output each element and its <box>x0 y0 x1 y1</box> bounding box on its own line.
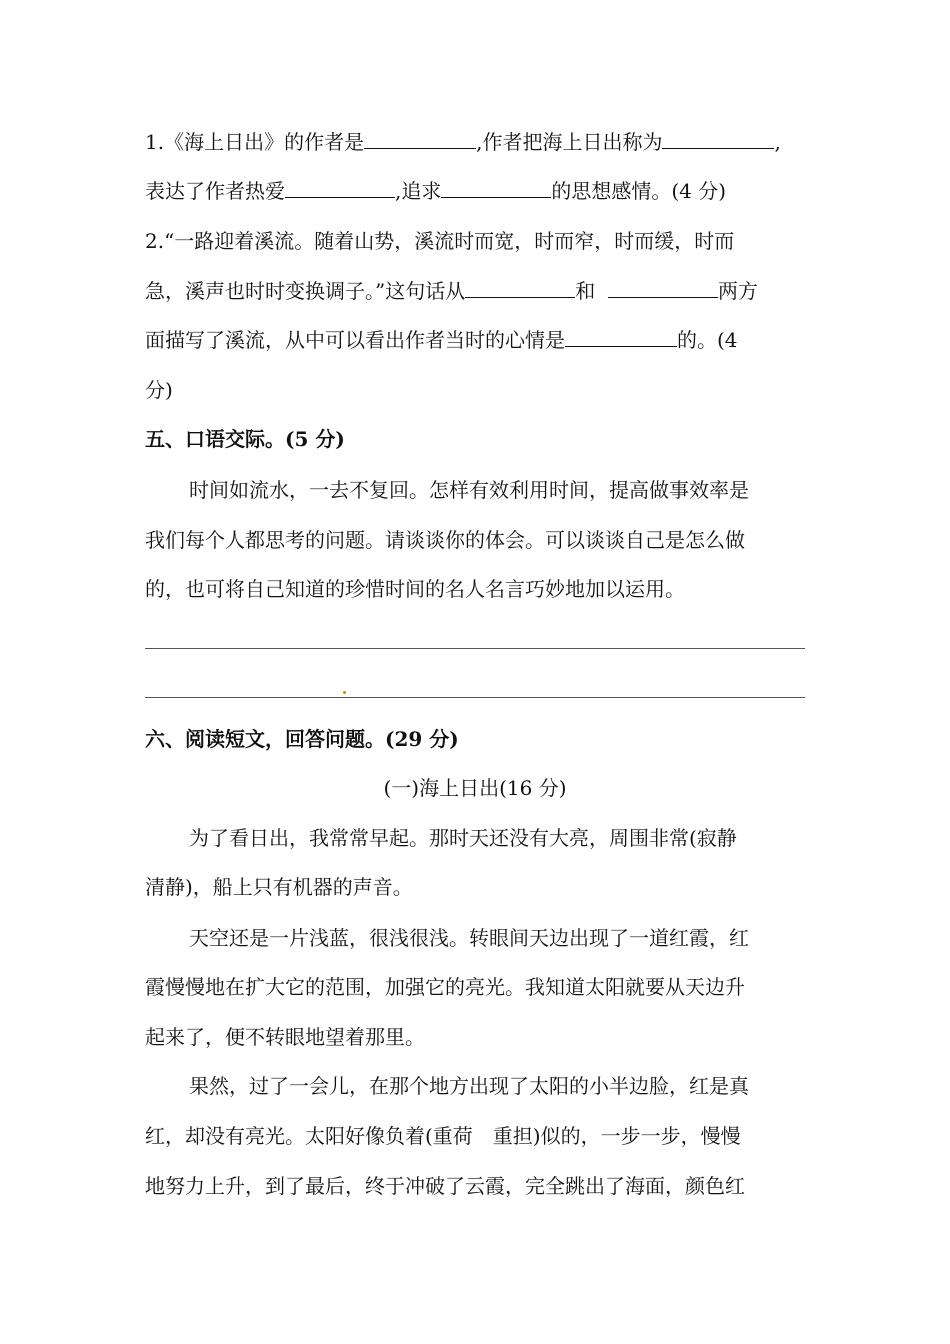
stray-dot <box>343 691 346 694</box>
answer-blank-mood[interactable] <box>565 326 677 347</box>
answer-blank-love[interactable] <box>285 177 395 198</box>
q2-line-2 <box>145 277 758 305</box>
q1-text-c: , <box>774 130 781 154</box>
q1-line-2 <box>145 177 726 205</box>
answer-blank-aspect-2[interactable] <box>608 277 718 298</box>
passage-line-3: 天空还是一片浅蓝，很浅很浅。转眼间天边出现了一道红霞，红 <box>189 926 749 950</box>
passage-line-6: 果然，过了一会儿，在那个地方出现了太阳的小半边脸，红是真 <box>189 1074 749 1098</box>
passage-line-7: 红，却没有亮光。太阳好像负着(重荷 重担)似的，一步一步，慢慢 <box>145 1124 741 1148</box>
section6-heading: 六、阅读短文，回答问题。(29 分) <box>145 727 459 751</box>
q2-line-1: 2.“一路迎着溪流。随着山势，溪流时而宽，时而窄，时而缓，时而 <box>145 229 735 253</box>
section5-para-line-2: 我们每个人都思考的问题。请谈谈你的体会。可以谈谈自己是怎么做 <box>145 528 745 552</box>
passage-line-4: 霞慢慢地在扩大它的范围，加强它的亮光。我知道太阳就要从天边升 <box>145 975 745 999</box>
q2-text-e: 面描写了溪流，从中可以看出作者当时的心情是 <box>145 328 565 352</box>
passage-line-5: 起来了，便不转眼地望着那里。 <box>145 1025 425 1049</box>
q2-line-4: 分) <box>145 378 173 402</box>
answer-line-2[interactable] <box>145 697 805 698</box>
q1-text-d: 表达了作者热爱 <box>145 179 285 203</box>
answer-blank-title[interactable] <box>662 128 774 149</box>
answer-blank-author[interactable] <box>364 128 476 149</box>
q2-text-d: 两方 <box>717 279 758 303</box>
passage-line-2: 清静)，船上只有机器的声音。 <box>145 875 413 899</box>
passage-line-1: 为了看日出，我常常早起。那时天还没有大亮，周围非常(寂静 <box>189 826 737 850</box>
q1-text-e: ,追求 <box>395 179 442 203</box>
q1-text-a: 1.《海上日出》的作者是 <box>145 130 365 154</box>
answer-blank-pursue[interactable] <box>441 177 551 198</box>
passage-line-8: 地努力上升，到了最后，终于冲破了云霞，完全跳出了海面，颜色红 <box>145 1174 745 1198</box>
section5-para-line-3: 的，也可将自己知道的珍惜时间的名人名言巧妙地加以运用。 <box>145 577 685 601</box>
q1-text-f: 的思想感情。(4 分) <box>551 179 727 203</box>
q1-line-1 <box>145 128 781 156</box>
q1-text-b: ,作者把海上日出称为 <box>476 130 663 154</box>
answer-line-1[interactable] <box>145 648 805 649</box>
q2-text-f: 的。(4 <box>677 328 738 352</box>
q2-line-3 <box>145 326 738 354</box>
section5-para-line-1: 时间如流水，一去不复回。怎样有效利用时间，提高做事效率是 <box>189 478 749 502</box>
section5-heading: 五、口语交际。(5 分) <box>145 427 345 451</box>
answer-blank-aspect-1[interactable] <box>465 277 575 298</box>
q2-text-c: 和 <box>575 279 596 303</box>
q2-text-b: 急，溪声也时时变换调子。”这句话从 <box>145 279 466 303</box>
passage-title: (一)海上日出(16 分) <box>383 776 567 800</box>
